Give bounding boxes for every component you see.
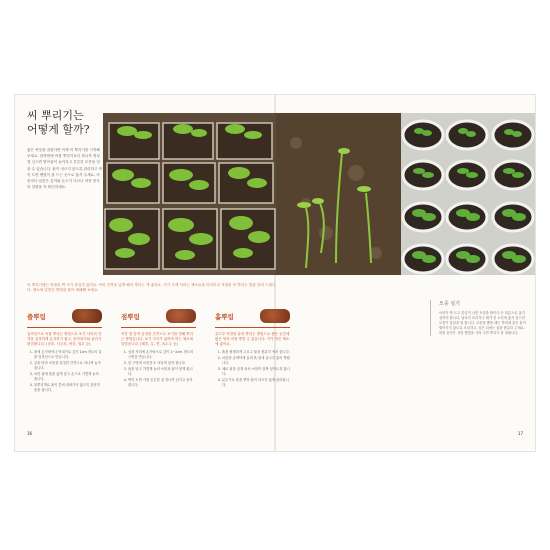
method-broadcast-sowing bbox=[215, 309, 290, 390]
tip-body: 씨앗이 싹 트고 본잎이 나면 모종을 밭이나 큰 화분으로 옮겨 심어야 합니다. 날씨가 흐리거나 해가 진 오후에 옮겨 심으면 모종이 몸살을 덜 합니다. 모종을 뽑을 때는 뿌리에 붙은 흙이 떨어지지 않도록 조심하고, 심은 뒤에는 물을 충분히 주세요. 며칠 동안은 강한 햇빛을 가려 주면 뿌리가 잘 내립니다. bbox=[439, 311, 526, 335]
method-step: 4. 분무기로 물을 뿌려 흙이 마르지 않게 관리합니다. bbox=[222, 378, 290, 388]
method-step: 1. 흙에 손가락이나 막대기로 깊이 1cm 정도의 골을 일직선으로 만듭니다. bbox=[34, 350, 102, 360]
method-lead: 일직선으로 씨를 뿌리는 방법으로 포기 사이의 간격을 일정하게 유지하기 쉽고, 솎아내기와 관리가 편리합니다. (상추, 시금치, 쑥갓, 열무 등) bbox=[27, 332, 102, 346]
method-divider bbox=[215, 327, 290, 328]
method-step: 2. 씨앗을 손바닥에 올려 흙 위에 골고루 흩어 뿌립니다. bbox=[222, 356, 290, 366]
page-number-right: 17 bbox=[517, 431, 523, 436]
method-spot-sowing bbox=[121, 309, 196, 390]
method-step: 3. 체로 흙을 곱게 쳐서 씨앗이 살짝 덮이도록 합니다. bbox=[222, 367, 290, 377]
page-number-left: 16 bbox=[27, 431, 33, 436]
method-title: 흩뿌림 bbox=[215, 312, 234, 321]
photo-caption: 씨 뿌리기에는 작물의 싹 크기 종류가 있어요. 씨앗 간격을 넓게 해서 뿌리는 게 좋아요. 키가 크게 자라는 채소들을 미리미리 적절한 씨 뿌리는 법을 알려 드립니다. 채소에 알맞은 방법을 찾아 재배해 보세요. bbox=[27, 283, 276, 292]
seed-pellet-image bbox=[72, 309, 102, 323]
method-step: 2. 골을 따라 씨앗을 일정한 간격으로 하나씩 놓아 줍니다. bbox=[34, 361, 102, 371]
seed-pellet-image bbox=[166, 309, 196, 323]
seed-pellet-image bbox=[260, 309, 290, 323]
method-step: 4. 물뿌리개로 흙이 쓸려 내려가지 않도록 천천히 물을 줍니다. bbox=[34, 383, 102, 393]
method-step: 4. 싹이 트면 가장 튼튼한 것 하나만 남기고 솎아 줍니다. bbox=[128, 378, 196, 388]
title-line-2: 어떻게 할까? bbox=[27, 123, 90, 136]
photo-strip bbox=[103, 113, 535, 275]
method-title: 줄뿌림 bbox=[27, 312, 46, 321]
page-title bbox=[27, 109, 90, 137]
method-lead: 씨앗 몇 알씩 일정한 간격으로 포기를 정해 뿌리는 방법입니다. 포기 사이가 넓어야 하는 채소에 알맞습니다. (배추, 무, 콩, 옥수수 등) bbox=[121, 332, 194, 346]
method-lead: 골고루 씨앗을 흩어 뿌리는 방법으로 좁은 공간에 많은 양의 씨를 뿌릴 수 있습니다. 키가 작은 채소에 좋아요. bbox=[215, 332, 290, 346]
book-spread bbox=[15, 95, 535, 451]
method-steps bbox=[215, 350, 290, 388]
transplant-tip-box bbox=[430, 300, 529, 336]
paper-pot-seedlings-photo bbox=[401, 113, 535, 275]
method-steps bbox=[27, 350, 102, 393]
method-title: 점뿌림 bbox=[121, 312, 140, 321]
method-step: 3. 흙을 덮고 가볍게 눌러 씨앗과 흙이 닿게 합니다. bbox=[128, 367, 196, 377]
seedling-tray-photo bbox=[103, 113, 276, 275]
method-step: 1. 흙을 평평하게 고르고 물을 충분히 적셔 줍니다. bbox=[222, 350, 290, 355]
tip-title: 모종 심기 bbox=[439, 301, 460, 307]
method-divider bbox=[27, 327, 102, 328]
sprout-closeup-photo bbox=[276, 113, 401, 275]
method-divider bbox=[121, 327, 196, 328]
method-step: 2. 한 구멍에 씨앗을 2~3알씩 넣어 줍니다. bbox=[128, 361, 196, 366]
intro-paragraph: 좋은 씨앗을 골랐다면 이제 씨 뿌리기를 시작해 보세요. 한꺼번에 씨를 뿌리기보다 하나씩 정성껏 심으면 발아율이 높아지고 튼튼한 모종을 얻을 수 있습니다. 흙이 마르지 않도록 관리하고 싹이 트면 햇빛이 잘 드는 곳으로 옮겨 주세요. 씨앗마다 알맞은 깊이와 온도가 다르니 씨앗 봉투의 설명을 꼭 확인하세요. bbox=[27, 148, 103, 190]
method-steps bbox=[121, 350, 196, 388]
method-step: 3. 씨앗 위에 흙을 얇게 덮고 손으로 가볍게 눌러 줍니다. bbox=[34, 372, 102, 382]
method-step: 1. 심을 자리에 손가락으로 깊이 1~2cm 정도의 구멍을 만듭니다. bbox=[128, 350, 196, 360]
title-line-1: 씨 뿌리기는 bbox=[27, 109, 84, 122]
method-row-sowing bbox=[27, 309, 102, 394]
